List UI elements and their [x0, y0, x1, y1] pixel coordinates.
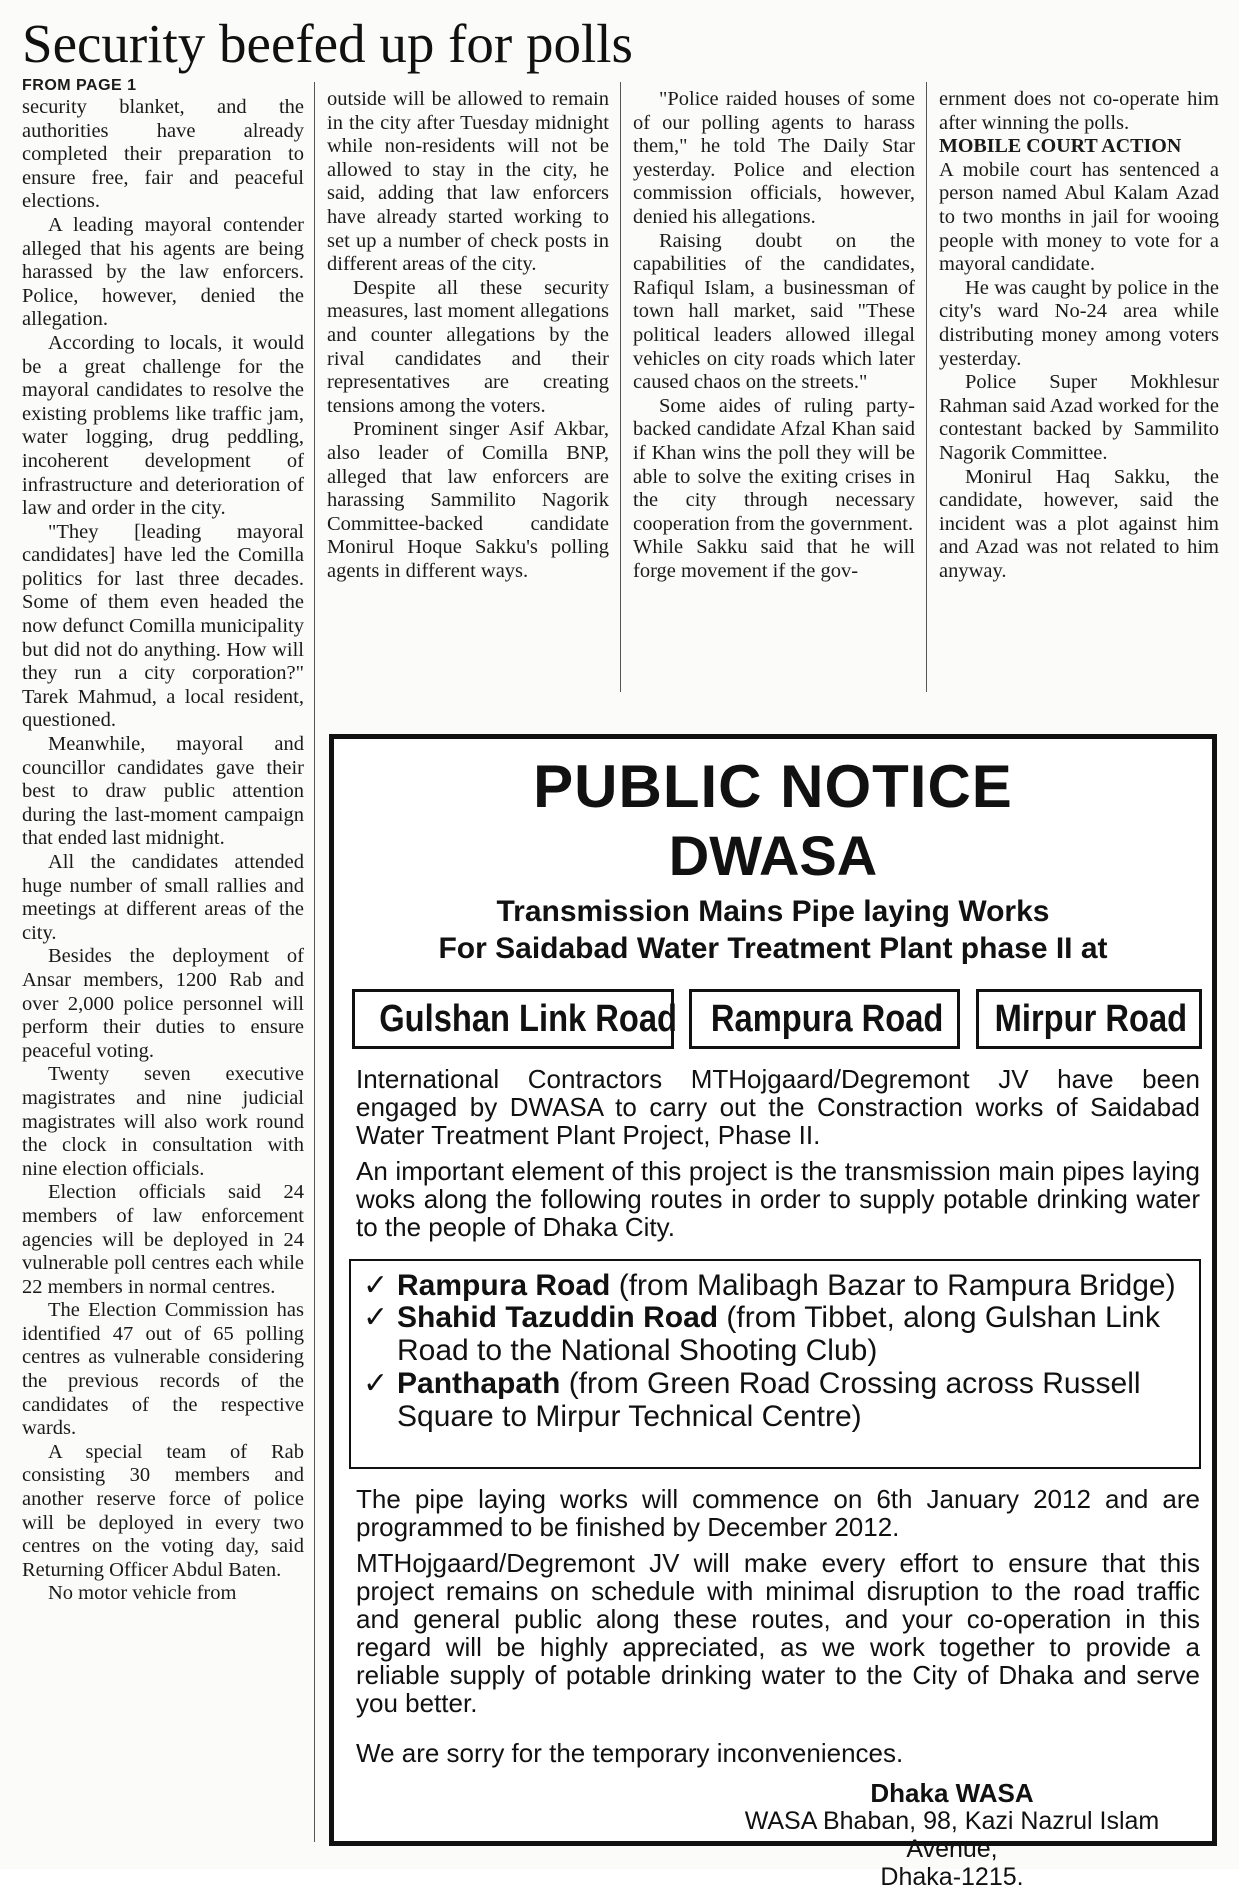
paragraph: Monirul Haq Sakku, the candidate, however, said the incident was a plot against him and Azad was not related to him anyway. [939, 465, 1219, 582]
route-desc: Road to the National Shooting Club) [397, 1334, 878, 1367]
column-divider [314, 82, 315, 1842]
signature-block [712, 1779, 1192, 1891]
notice-subtitle: For Saidabad Water Treatment Plant phase II at [438, 932, 1108, 965]
paragraph: The Election Commission has identified 47 out of 65 polling centres as vulnerable considering the previous records of the candidates of the respective wards. [22, 1299, 304, 1440]
notice-org: DWASA [668, 824, 878, 887]
paragraph: security blanket, and the authorities have already completed their preparation to ensure free, fair and peaceful elections. [22, 96, 304, 213]
check-icon: ✓ [363, 1301, 389, 1334]
notice-paragraph: An important element of this project is the transmission main pipes laying woks along the following routes in order to supply potable drinking water to the people of Dhaka City. [356, 1156, 1200, 1242]
paragraph: Despite all these security measures, last moment allegations and counter allegations by the rival candidates and their representatives are creating tensions among the voters. [327, 276, 609, 417]
route-name: Panthapath [397, 1367, 561, 1400]
road-name: Mirpur Road [994, 998, 1188, 1040]
road-name: Gulshan Link Road [379, 998, 678, 1040]
road-box [976, 989, 1202, 1049]
paragraph: ernment does not co-operate him after winning the polls. [939, 88, 1219, 134]
sign-address: WASA Bhaban, 98, Kazi Nazrul Islam Avenue, [744, 1807, 1160, 1863]
route-desc: (from Malibagh Bazar to Rampura Bridge) [610, 1269, 1176, 1302]
route-name: Rampura Road [397, 1269, 611, 1302]
route-name: Shahid Tazuddin Road [397, 1301, 719, 1334]
article-column-3 [633, 88, 915, 583]
paragraph: No motor vehicle from [48, 1582, 237, 1605]
sign-name: Dhaka WASA [870, 1778, 1034, 1808]
subhead: MOBILE COURT ACTION [939, 135, 1182, 158]
notice-paragraph: MTHojgaard/Degremont JV will make every effort to ensure that this project remains on schedule with minimal disruption to the road traffic and general public along these routes, and your co-operation in this regard will be highly appreciated, as we work together to provide a reliable supply of potable drinking water to the City of Dhaka and serve you better. [356, 1548, 1200, 1718]
paragraph: Prominent singer Asif Akbar, also leader of Comilla BNP, alleged that law enforcers are harassing Sammilito Nagorik Committee-backed candidate Monirul Hoque Sakku's polling agents in different ways. [327, 418, 609, 582]
sign-address: Dhaka-1215. [880, 1863, 1024, 1891]
column-divider [620, 82, 621, 692]
route-desc: (from Green Road Crossing across Russell [560, 1367, 1141, 1400]
notice-subtitle: Transmission Mains Pipe laying Works [496, 895, 1050, 928]
route-desc: (from Tibbet, along Gulshan Link [718, 1301, 1160, 1334]
paragraph: While Sakku said that he will forge movement if the gov- [633, 536, 915, 582]
paragraph: outside will be allowed to remain in the city after Tuesday midnight while non-residents will not be allowed to stay in the city, he said, adding that law enforcers have already started working to set up a number of check posts in different areas of the city. [327, 88, 609, 276]
check-icon: ✓ [363, 1269, 389, 1302]
route-item-cont [363, 1398, 862, 1436]
paragraph: "They [leading mayoral candidates] have led the Comilla politics for last three decades. Some of them even headed the now defunct Comilla municipality but did not do anything. How will they run a city corporation?" Tarek Mahmud, a local resident, questioned. [22, 520, 304, 732]
paragraph: A mobile court has sentenced a person named Abul Kalam Azad to two months in jail for wooing people with money to vote for a mayoral candidate. [939, 158, 1219, 276]
article-column-2 [327, 88, 609, 583]
road-name: Rampura Road [710, 998, 944, 1040]
paragraph: Raising doubt on the capabilities of the candidates, Rafiqul Islam, a businessman of town hall market, said "These political leaders allowed illegal vehicles on city roads which later caused chaos on the streets." [633, 229, 915, 394]
road-box [689, 989, 960, 1049]
public-notice-ad [329, 734, 1217, 1891]
notice-paragraph: International Contractors MTHojgaard/Degremont JV have been engaged by DWASA to carry out the Constraction works of Saidabad Water Treatment Plant Project, Phase II. [356, 1064, 1200, 1150]
paragraph: Police Super Mokhlesur Rahman said Azad worked for the contestant backed by Sammilito Nagorik Committee. [939, 371, 1219, 464]
paragraph: Twenty seven executive magistrates and nine judicial magistrates will also work round the clock in consultation with nine election officials. [22, 1063, 304, 1180]
road-box [352, 989, 678, 1049]
column-divider [926, 82, 927, 692]
paragraph: Election officials said 24 members of law enforcement agencies will be deployed in 24 vulnerable poll centres each while 22 members in normal centres. [22, 1181, 304, 1298]
paragraph: Some aides of ruling party-backed candidate Afzal Khan said if Khan wins the poll they will be able to solve the exiting crises in the city through necessary cooperation from the government. [633, 394, 915, 535]
check-icon: ✓ [363, 1367, 389, 1400]
notice-paragraph: The pipe laying works will commence on 6th January 2012 and are programmed to be finished by December 2012. [356, 1484, 1200, 1542]
paragraph: A leading mayoral contender alleged that his agents are being harassed by the law enforcers. Police, however, denied the allegation. [22, 213, 304, 331]
paragraph: A special team of Rab consisting 30 members and another reserve force of police will be deployed in every two centres on the voting day, said Returning Officer Abdul Baten. [22, 1440, 304, 1581]
paragraph: According to locals, it would be a great challenge for the mayoral candidates to resolve the existing problems like traffic jam, water logging, drug peddling, incoherent development of infrastructure and deterioration of law and order in the city. [22, 331, 304, 520]
headline: Security beefed up for polls [22, 13, 633, 74]
article-column-4 [939, 88, 1219, 583]
paragraph: Meanwhile, mayoral and councillor candidates gave their best to draw public attention during the last-moment campaign that ended last midnight. [22, 733, 304, 850]
article-column-1 [22, 76, 304, 1606]
paragraph: All the candidates attended huge number of small rallies and meetings at different areas of the city. [22, 851, 304, 944]
paragraph: He was caught by police in the city's ward No-24 area while distributing money among voters yesterday. [939, 276, 1219, 370]
paragraph: "Police raided houses of some of our polling agents to harass them," he told The Daily Star yesterday. Police and election commission officials, however, denied his allegations. [633, 88, 915, 228]
paragraph: Besides the deployment of Ansar members, 1200 Rab and over 2,000 police personnel will perform their duties to ensure peaceful voting. [22, 945, 304, 1062]
kicker: FROM PAGE 1 [22, 77, 137, 94]
notice-title: PUBLIC NOTICE [533, 753, 1013, 820]
notice-paragraph: We are sorry for the temporary inconveniences. [356, 1738, 904, 1768]
route-desc: Square to Mirpur Technical Centre) [397, 1400, 862, 1433]
routes-box [349, 1259, 1201, 1469]
